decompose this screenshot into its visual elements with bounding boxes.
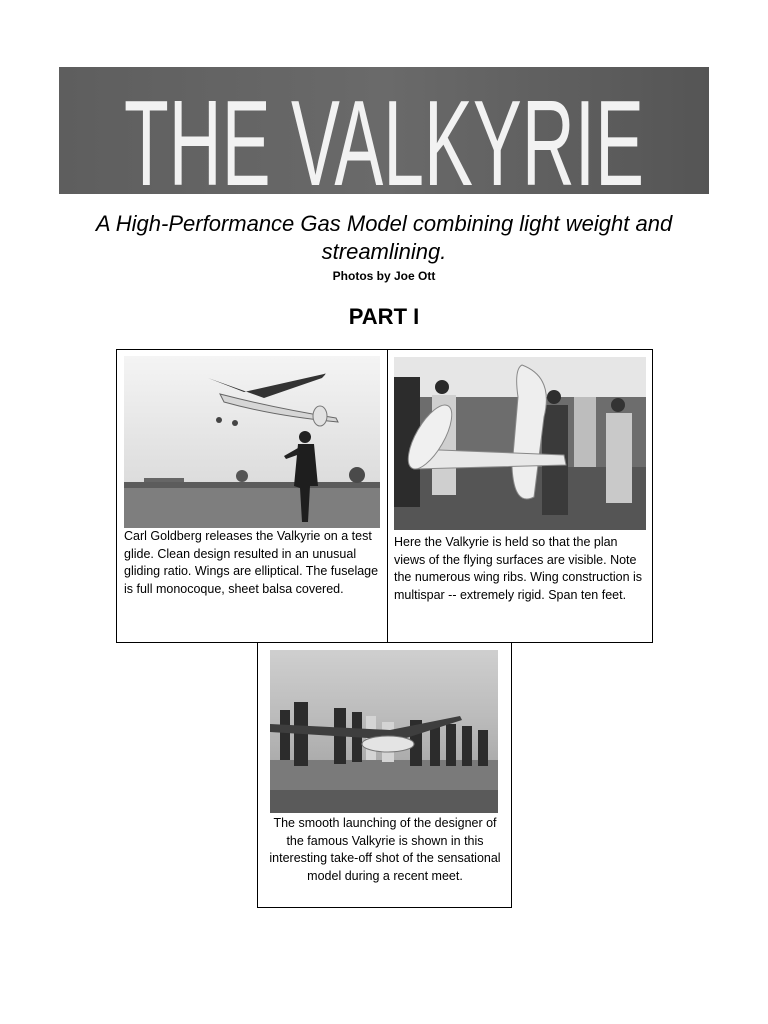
article-subtitle: A High-Performance Gas Model combining light weight and streamlining.	[95, 211, 673, 264]
part-heading: PART I	[348, 304, 420, 329]
title-banner-lettering	[59, 67, 709, 194]
photo-box-1	[116, 349, 388, 643]
photo-caption-2: Here the Valkyrie is held so that the plan views of the flying surfaces are visible. Note the numerous wing ribs. Wing construction is multispar -- extremely rigid. Span ten feet.	[394, 535, 643, 602]
title-banner	[59, 67, 709, 194]
banner-title: THE VALKYRIE	[124, 75, 644, 194]
photo-caption-3: The smooth launching of the designer of the famous Valkyrie is shown in this interesting take-off shot of the sensational model during a recent meet.	[269, 816, 501, 883]
photo-caption-1: Carl Goldberg releases the Valkyrie on a test glide. Clean design resulted in an unusual gliding ratio. Wings are elliptical. The fuselage is full monocoque, sheet balsa covered.	[124, 529, 379, 596]
photo-box-2	[387, 349, 653, 643]
photo-credit: Photos by Joe Ott	[332, 269, 436, 283]
photo-glide-test	[124, 356, 380, 528]
photo-box-3	[257, 642, 512, 908]
photo-take-off	[270, 650, 498, 813]
photo-plan-view	[394, 357, 646, 530]
